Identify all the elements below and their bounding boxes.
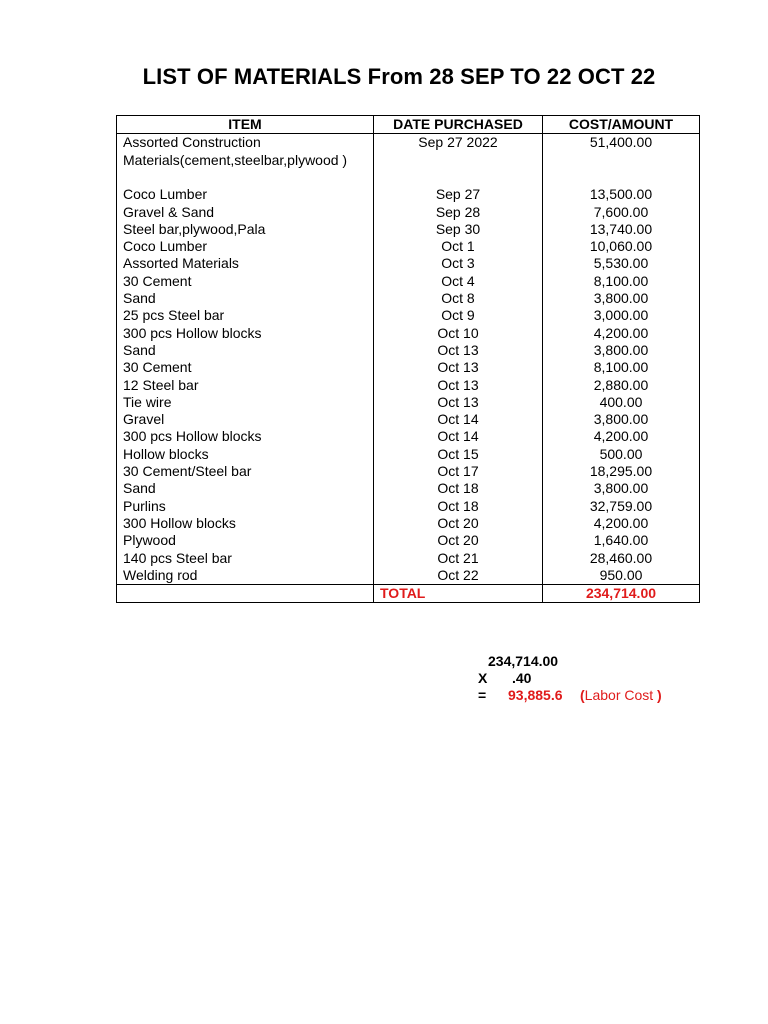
note-close-paren: ) <box>657 687 662 703</box>
item-cell: Coco Lumber <box>117 186 374 203</box>
total-value: 234,714.00 <box>543 585 700 603</box>
item-cell: 300 pcs Hollow blocks <box>117 428 374 445</box>
date-cell: Oct 14 <box>374 411 543 428</box>
table-row <box>117 325 700 342</box>
date-cell: Oct 13 <box>374 342 543 359</box>
date-cell: Oct 17 <box>374 463 543 480</box>
total-row <box>117 585 700 603</box>
cost-cell: 8,100.00 <box>543 359 700 376</box>
table-row <box>117 204 700 221</box>
table-row <box>117 515 700 532</box>
date-cell: Oct 20 <box>374 532 543 549</box>
date-cell: Oct 8 <box>374 290 543 307</box>
header-date-purchased: DATE PURCHASED <box>374 116 543 134</box>
date-cell: Oct 14 <box>374 428 543 445</box>
item-cell: 300 pcs Hollow blocks <box>117 325 374 342</box>
table-row <box>117 134 700 187</box>
cost-cell: 1,640.00 <box>543 532 700 549</box>
calc-result-value: 93,885.6 <box>508 687 563 703</box>
table-body <box>117 134 700 585</box>
table-row <box>117 290 700 307</box>
table-row <box>117 238 700 255</box>
date-cell: Oct 22 <box>374 567 543 585</box>
table-row <box>117 377 700 394</box>
item-cell: 30 Cement <box>117 273 374 290</box>
date-cell: Oct 13 <box>374 359 543 376</box>
calc-rate-value: .40 <box>512 670 532 686</box>
item-cell: Coco Lumber <box>117 238 374 255</box>
table-row <box>117 446 700 463</box>
cost-cell: 4,200.00 <box>543 515 700 532</box>
table-row <box>117 342 700 359</box>
cost-cell: 3,800.00 <box>543 290 700 307</box>
item-cell: Plywood <box>117 532 374 549</box>
item-cell: Assorted Materials <box>117 255 374 272</box>
date-cell: Oct 15 <box>374 446 543 463</box>
cost-cell: 18,295.00 <box>543 463 700 480</box>
date-cell: Sep 28 <box>374 204 543 221</box>
cost-cell: 3,800.00 <box>543 480 700 497</box>
date-cell: Sep 27 2022 <box>374 134 543 187</box>
date-cell: Oct 9 <box>374 307 543 324</box>
cost-cell: 4,200.00 <box>543 428 700 445</box>
item-cell: Tie wire <box>117 394 374 411</box>
table-row <box>117 255 700 272</box>
item-cell: 30 Cement <box>117 359 374 376</box>
item-cell: 25 pcs Steel bar <box>117 307 374 324</box>
item-cell: Steel bar,plywood,Pala <box>117 221 374 238</box>
table-row <box>117 273 700 290</box>
table-row <box>117 221 700 238</box>
note-open-paren: ( <box>580 687 585 703</box>
cost-cell: 10,060.00 <box>543 238 700 255</box>
date-cell: Oct 18 <box>374 498 543 515</box>
cost-cell: 7,600.00 <box>543 204 700 221</box>
cost-cell: 500.00 <box>543 446 700 463</box>
date-cell: Oct 3 <box>374 255 543 272</box>
date-cell: Oct 13 <box>374 394 543 411</box>
table-row <box>117 550 700 567</box>
header-item: ITEM <box>117 116 374 134</box>
cost-cell: 32,759.00 <box>543 498 700 515</box>
table-row <box>117 359 700 376</box>
item-cell: 30 Cement/Steel bar <box>117 463 374 480</box>
table-row <box>117 394 700 411</box>
cost-cell: 400.00 <box>543 394 700 411</box>
materials-table <box>116 115 700 603</box>
date-cell: Oct 4 <box>374 273 543 290</box>
cost-cell: 3,800.00 <box>543 342 700 359</box>
cost-cell: 13,500.00 <box>543 186 700 203</box>
table-header-row <box>117 116 700 134</box>
labor-cost-note <box>580 687 662 703</box>
cost-cell: 3,000.00 <box>543 307 700 324</box>
item-cell: Gravel & Sand <box>117 204 374 221</box>
note-label: Labor Cost <box>584 687 654 703</box>
date-cell: Oct 20 <box>374 515 543 532</box>
table-row <box>117 498 700 515</box>
cost-cell: 8,100.00 <box>543 273 700 290</box>
item-cell: 300 Hollow blocks <box>117 515 374 532</box>
cost-cell: 28,460.00 <box>543 550 700 567</box>
date-cell: Oct 1 <box>374 238 543 255</box>
cost-cell: 3,800.00 <box>543 411 700 428</box>
cost-cell: 950.00 <box>543 567 700 585</box>
item-cell: 140 pcs Steel bar <box>117 550 374 567</box>
item-cell: Sand <box>117 290 374 307</box>
calc-multiply-sign: X <box>478 670 488 686</box>
header-cost-amount: COST/AMOUNT <box>543 116 700 134</box>
cost-cell: 51,400.00 <box>543 134 700 187</box>
table-row <box>117 480 700 497</box>
date-cell: Sep 30 <box>374 221 543 238</box>
date-cell: Sep 27 <box>374 186 543 203</box>
cost-cell: 13,740.00 <box>543 221 700 238</box>
total-empty-cell <box>117 585 374 603</box>
table-row <box>117 307 700 324</box>
page-title: LIST OF MATERIALS From 28 SEP TO 22 OCT 22 <box>142 64 656 89</box>
item-cell: Purlins <box>117 498 374 515</box>
table-row <box>117 411 700 428</box>
cost-cell: 4,200.00 <box>543 325 700 342</box>
cost-cell: 5,530.00 <box>543 255 700 272</box>
table-row <box>117 186 700 203</box>
item-cell: Sand <box>117 480 374 497</box>
item-cell: 12 Steel bar <box>117 377 374 394</box>
calc-equals-sign: = <box>478 687 487 703</box>
cost-cell: 2,880.00 <box>543 377 700 394</box>
item-cell: Gravel <box>117 411 374 428</box>
item-cell: Assorted Construction Materials(cement,steelbar,plywood ) <box>117 134 374 187</box>
table-row <box>117 532 700 549</box>
table-row <box>117 428 700 445</box>
date-cell: Oct 21 <box>374 550 543 567</box>
date-cell: Oct 13 <box>374 377 543 394</box>
calc-base-value: 234,714.00 <box>488 653 559 669</box>
date-cell: Oct 18 <box>374 480 543 497</box>
total-label: TOTAL <box>374 585 543 603</box>
date-cell: Oct 10 <box>374 325 543 342</box>
table-row <box>117 567 700 585</box>
item-cell: Sand <box>117 342 374 359</box>
item-cell: Hollow blocks <box>117 446 374 463</box>
item-cell: Welding rod <box>117 567 374 585</box>
table-row <box>117 463 700 480</box>
